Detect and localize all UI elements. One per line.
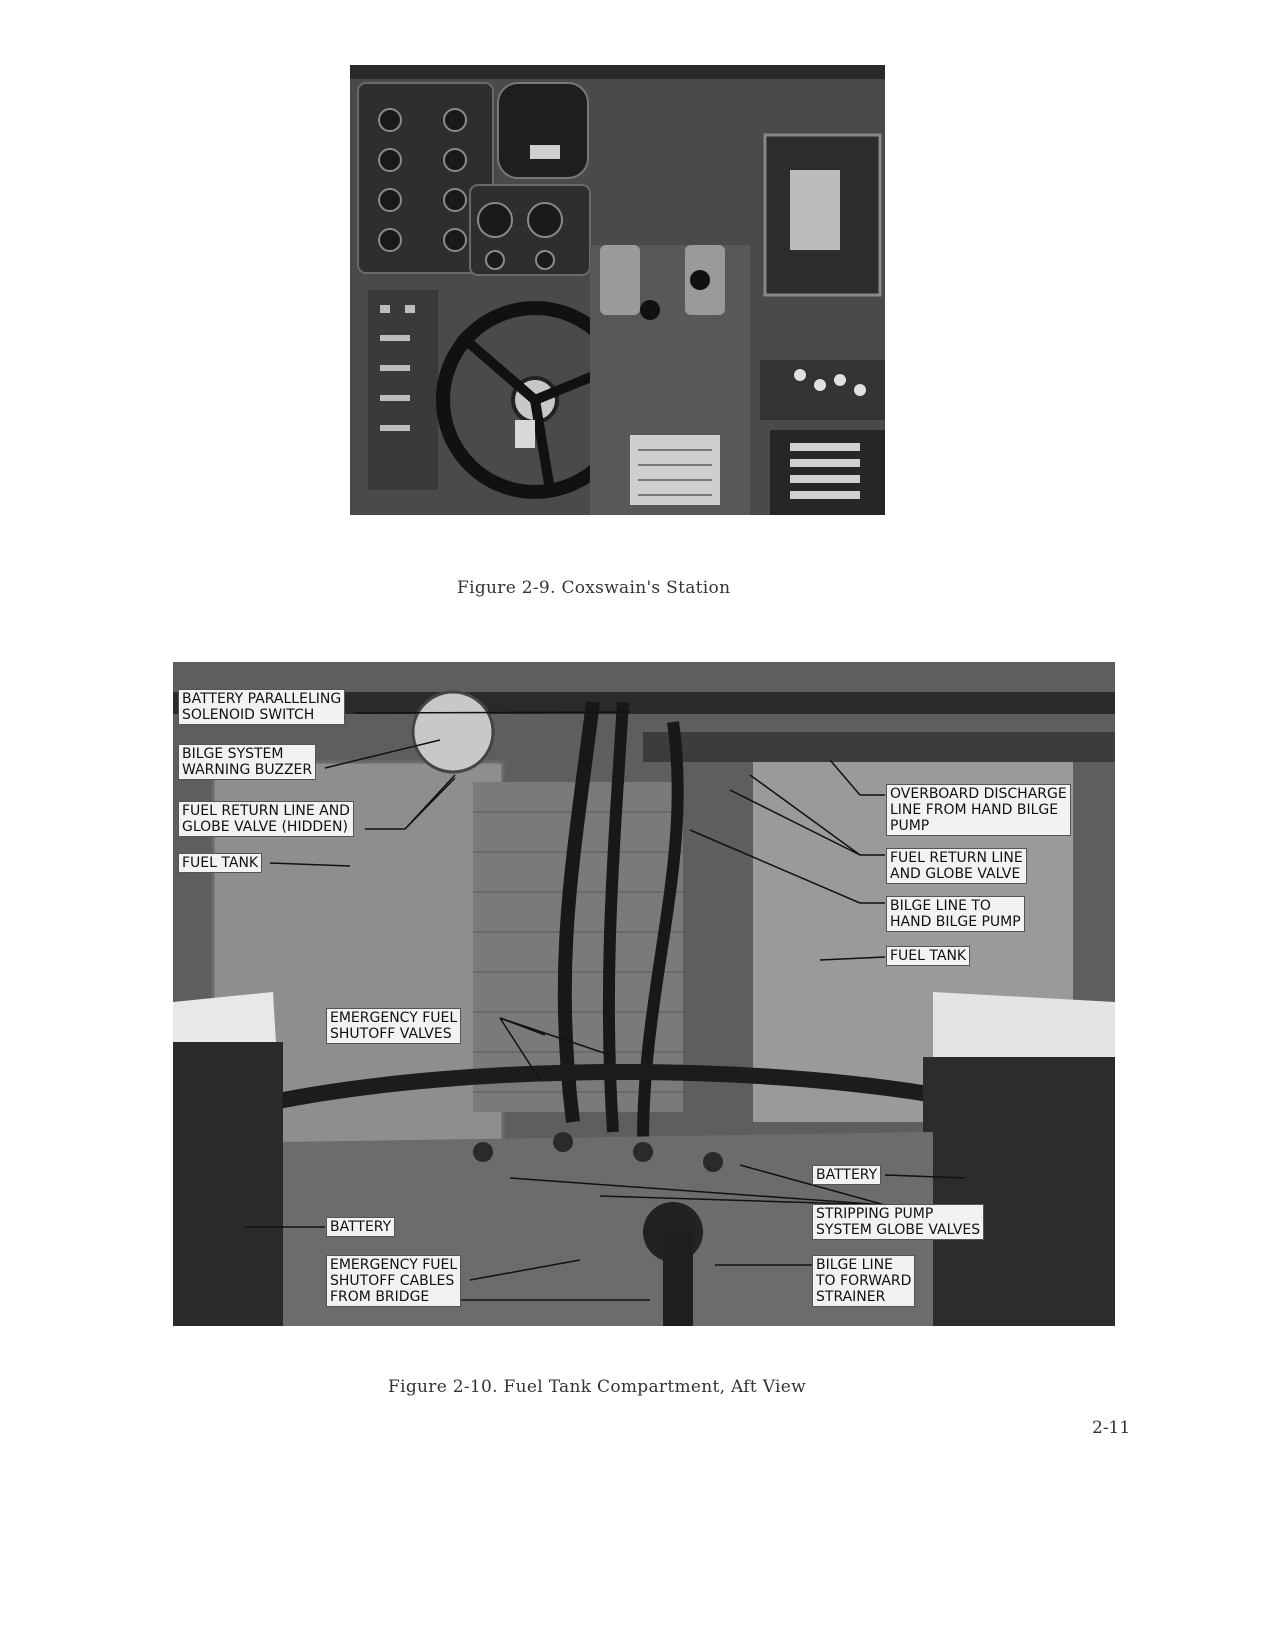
callout-emergency-fuel-shutoff-valves: EMERGENCY FUEL SHUTOFF VALVES xyxy=(326,1008,461,1044)
callout-battery-paralleling-solenoid-switch: BATTERY PARALLELING SOLENOID SWITCH xyxy=(178,689,345,725)
callout-fuel-tank-left: FUEL TANK xyxy=(178,853,262,873)
callout-overboard-discharge-line: OVERBOARD DISCHARGE LINE FROM HAND BILGE PUMP xyxy=(886,784,1071,836)
figure-2-9-caption: Figure 2-9. Coxswain's Station xyxy=(457,578,731,598)
callout-fuel-return-line-globe-valve: FUEL RETURN LINE AND GLOBE VALVE xyxy=(886,848,1027,884)
callout-bilge-line-forward-strainer: BILGE LINE TO FORWARD STRAINER xyxy=(812,1255,915,1307)
page-number: 2-11 xyxy=(1092,1418,1131,1438)
callout-bilge-line-hand-bilge-pump: BILGE LINE TO HAND BILGE PUMP xyxy=(886,896,1025,932)
callout-battery-right: BATTERY xyxy=(812,1165,881,1185)
callout-stripping-pump-globe-valves: STRIPPING PUMP SYSTEM GLOBE VALVES xyxy=(812,1204,984,1240)
callout-battery-left: BATTERY xyxy=(326,1217,395,1237)
callout-fuel-tank-right: FUEL TANK xyxy=(886,946,970,966)
callout-emergency-fuel-shutoff-cables: EMERGENCY FUEL SHUTOFF CABLES FROM BRIDGE xyxy=(326,1255,461,1307)
callout-bilge-system-warning-buzzer: BILGE SYSTEM WARNING BUZZER xyxy=(178,744,316,780)
callout-fuel-return-line-hidden: FUEL RETURN LINE AND GLOBE VALVE (HIDDEN) xyxy=(178,801,354,837)
figure-2-10-caption: Figure 2-10. Fuel Tank Compartment, Aft View xyxy=(388,1377,806,1397)
